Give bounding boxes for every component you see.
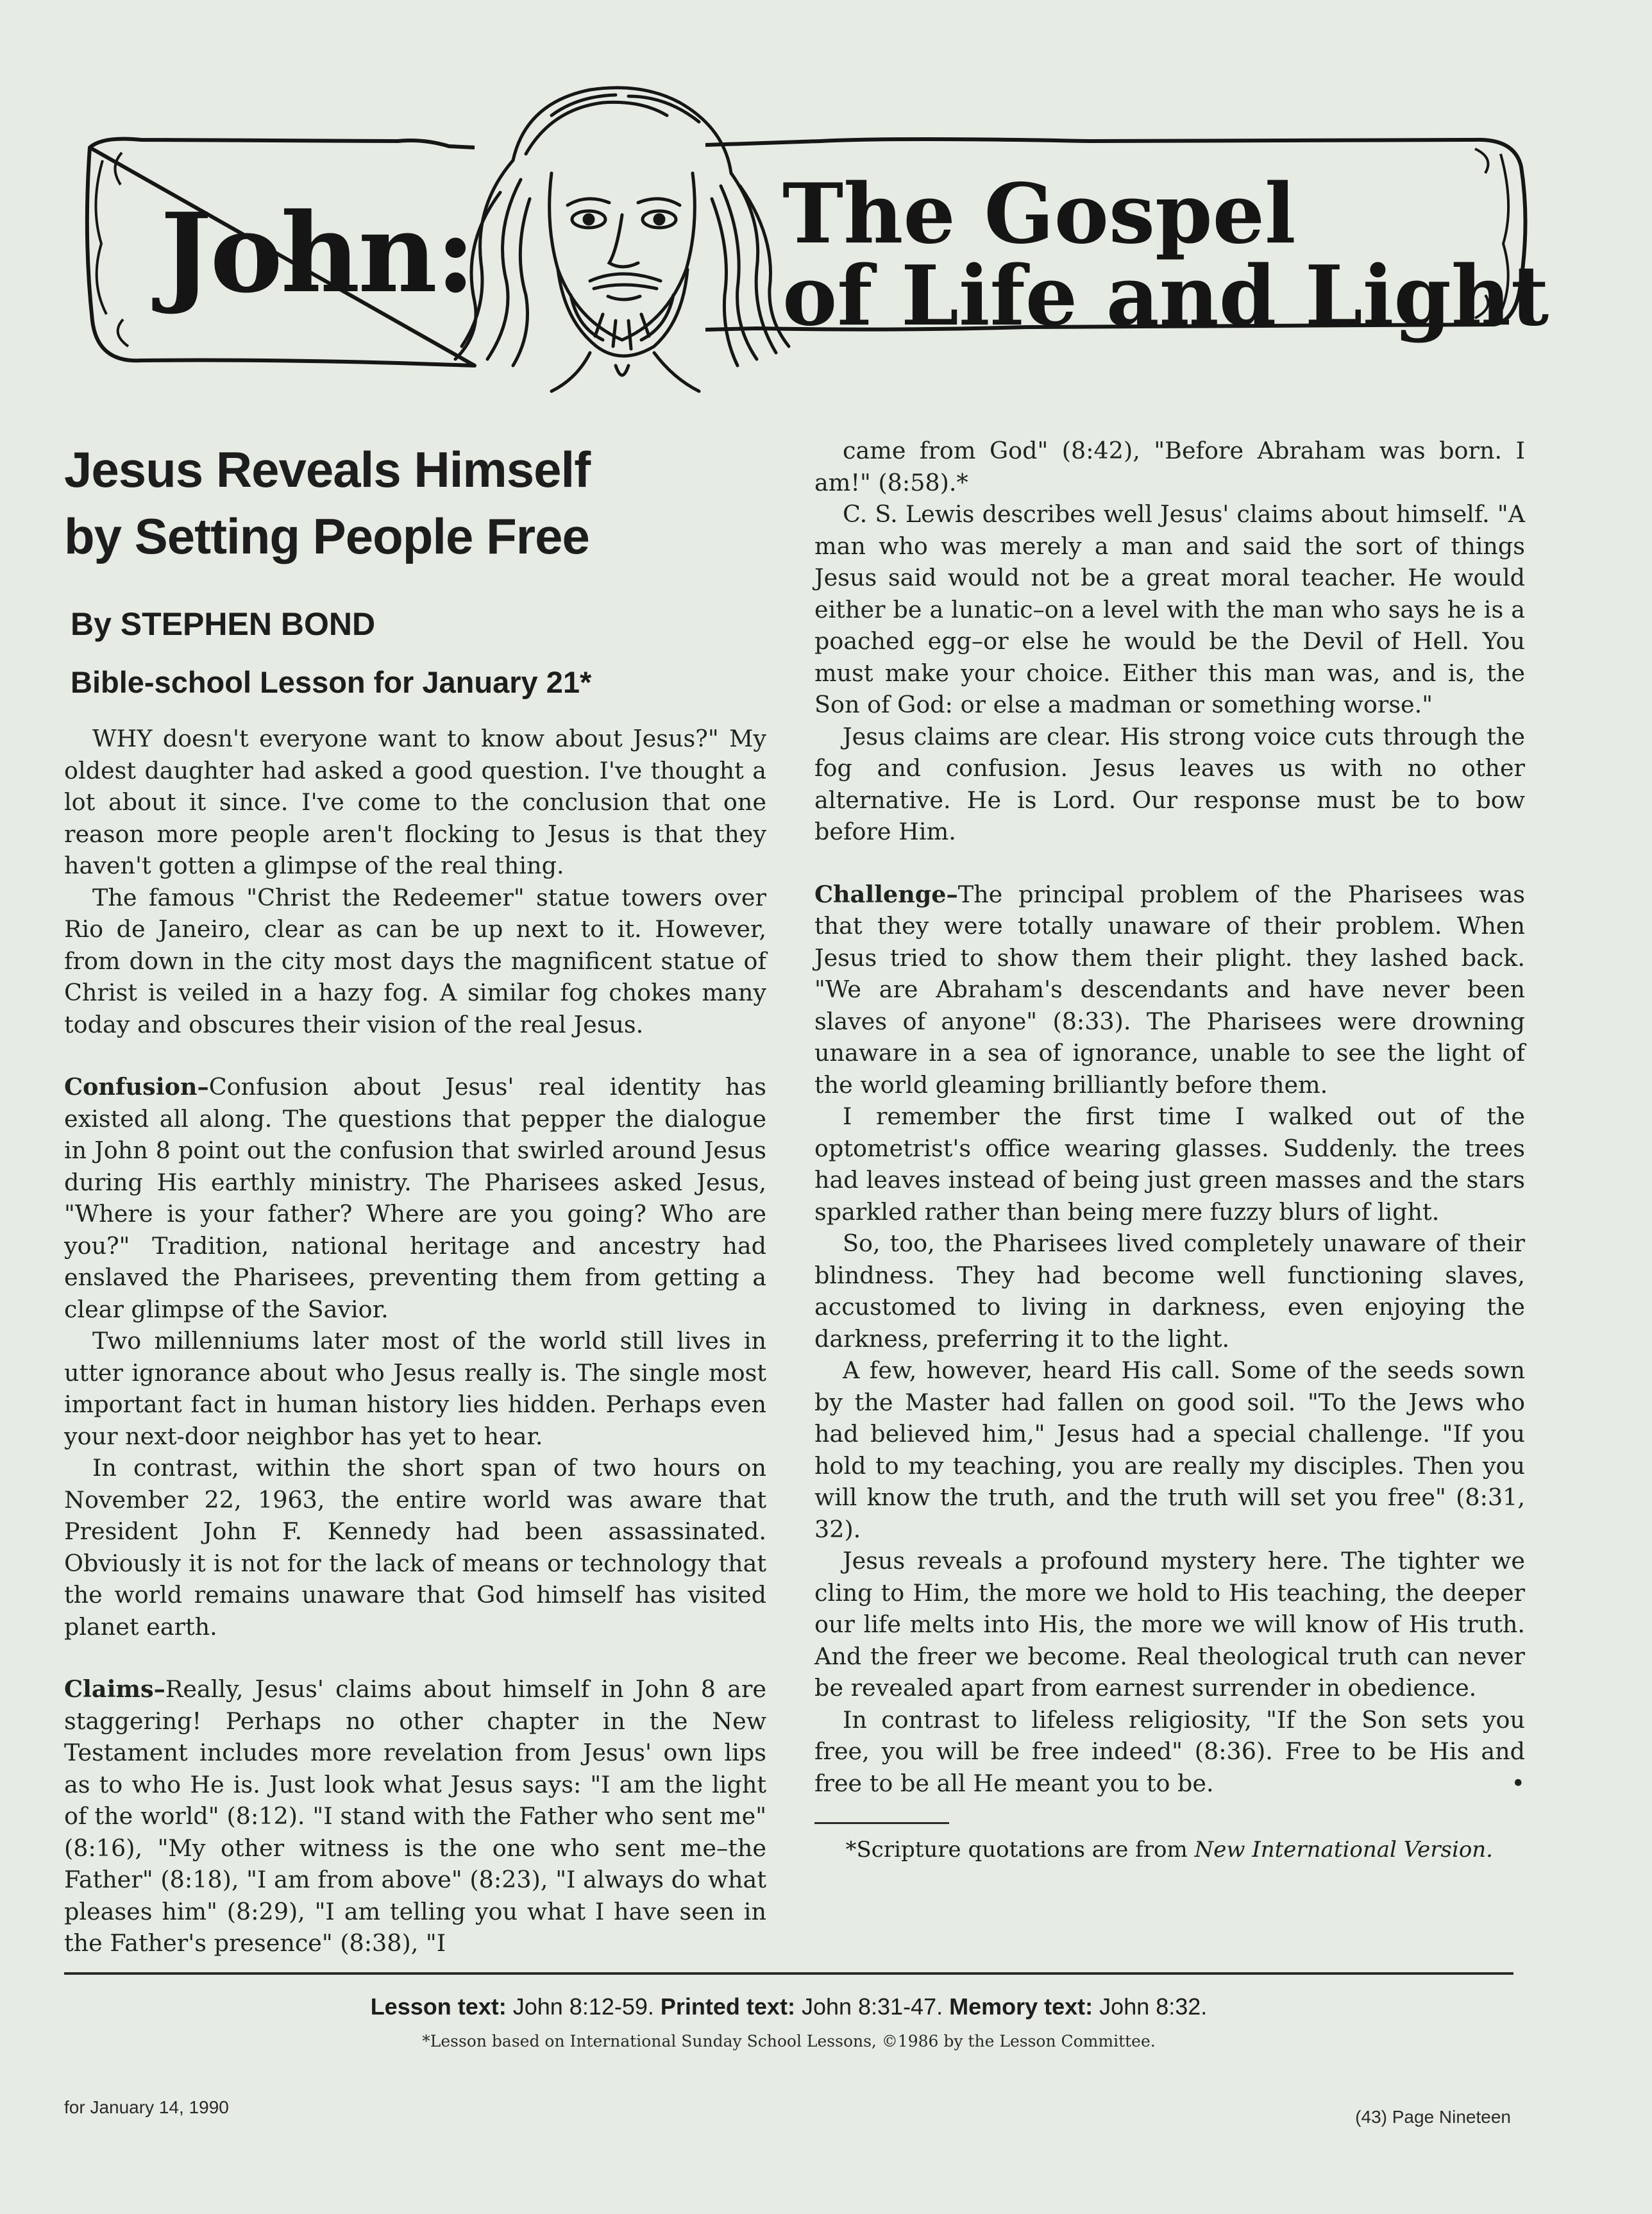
- issue-date: for January 14, 1990: [64, 2097, 229, 2117]
- body-paragraph: [814, 721, 1525, 848]
- end-mark: •: [1511, 1769, 1525, 1797]
- body-paragraph: [814, 1545, 1525, 1704]
- lesson-text-label: Lesson text:: [370, 1993, 507, 2020]
- body-paragraph: [814, 1355, 1525, 1545]
- section-lead: Challenge–: [814, 880, 958, 908]
- body-paragraph: [814, 498, 1525, 721]
- footnote-prefix: *Scripture quotations are from: [845, 1837, 1195, 1863]
- footnote-rule: [814, 1822, 949, 1824]
- paragraph-text: The famous "Christ the Redeemer" statue towers over Rio de Janeiro, clear as can be up next to it. However, from down in the city most days the magnificent statue of Christ is veiled in a hazy fog. A similar fog chokes many today and obscures their vision of the real Jesus.: [64, 883, 766, 1038]
- left-column: [64, 423, 766, 1959]
- body-paragraph: [814, 879, 1525, 1101]
- body-paragraph: [64, 1071, 766, 1325]
- article-title: [64, 436, 766, 570]
- body-paragraph: [814, 435, 1525, 498]
- body-paragraph: [814, 1228, 1525, 1355]
- lesson-text-line: [64, 1993, 1513, 2020]
- article-title-line-1: Jesus Reveals Himself: [64, 441, 591, 498]
- paragraph-text: came from God" (8:42), "Before Abraham was born. I am!" (8:58).*: [814, 437, 1525, 496]
- scripture-footnote: [814, 1836, 1525, 1864]
- section-lead: Claims–: [64, 1675, 165, 1703]
- body-paragraph: [814, 1101, 1525, 1228]
- paragraph-text: Really, Jesus' claims about himself in John 8 are staggering! Perhaps no other chapter in the New Testament includes more revelation from Jesus' own lips as to who He is. Just look what Jesus says: "I am the light of the world" (8:12). "I stand with the Father who sent me" (8:16), "My other witness is the one who sent me–the Father" (8:18), "I am from above" (8:23), "I always do what pleases him" (8:29), "I am telling you what I have seen in the Father's presence" (8:38), "I: [64, 1675, 766, 1957]
- article-title-line-2: by Setting People Free: [64, 508, 589, 564]
- paragraph-text: Confusion about Jesus' real identity has existed all along. The questions that pepper the dialogue in John 8 point out the confusion that swirled around Jesus during His earthly ministry. The Pharisees asked Jesus, "Where is your father? Where are you going? Who are you?" Tradition, national heritage and ancestry had enslaved the Pharisees, preventing them from getting a clear glimpse of the Savior.: [64, 1073, 766, 1323]
- paragraph-text: C. S. Lewis describes well Jesus' claims about himself. "A man who was merely a man and said the sort of things Jesus said would not be a great moral teacher. He would either be a lunatic–on a level with the man who says he is a poached egg–or else he would be the Devil of Hell. You must make your choice. Either this man was, and is, the Son of God: or else a madman or something worse.": [814, 500, 1525, 718]
- lesson-source-note: *Lesson based on International Sunday School Lessons, ©1986 by the Lesson Committee.: [422, 2032, 1156, 2050]
- paragraph-text: A few, however, heard His call. Some of the seeds sown by the Master had fallen on good soil. "To the Jews who had believed him," Jesus had a special challenge. "If you hold to my teaching, you are really my disciples. Then you will know the truth, and the truth will set you free" (8:31, 32).: [814, 1356, 1525, 1543]
- lesson-text-value: John 8:12-59.: [506, 1993, 661, 2020]
- body-paragraph: [64, 723, 766, 882]
- right-column: [814, 435, 1525, 1864]
- body-paragraph: [64, 1325, 766, 1452]
- byline: By STEPHEN BOND: [71, 606, 376, 642]
- jesus-face-illustration: [455, 88, 789, 391]
- printed-text-value: John 8:31-47.: [795, 1993, 950, 2020]
- paragraph-text: I remember the first time I walked out of the optometrist's office wearing glasses. Suddenly. the trees had leaves instead of being just green masses and the stars sparkled rather than being mere fuzzy blurs of light.: [814, 1103, 1525, 1226]
- left-body-text: [64, 723, 766, 1959]
- paragraph-text: In contrast, within the short span of two hours on November 22, 1963, the entire world was aware that President John F. Kennedy had been assassinated. Obviously it is not for the lack of means or technology that the world remains unaware that God himself has visited planet earth.: [64, 1454, 766, 1641]
- banner-subtitle-line-2: of Life and Light: [782, 248, 1549, 344]
- horizontal-rule: [64, 1972, 1513, 1975]
- paragraph-text: The principal problem of the Pharisees was that they were totally unaware of their problem. When Jesus tried to show them their plight. they lashed back. "We are Abraham's descendants and have never been slaves of anyone" (8:33). The Pharisees were drowning unaware in a sea of ignorance, unable to see the light of the world gleaming brilliantly before them.: [814, 880, 1525, 1099]
- banner-subtitle-line-1: The Gospel: [782, 166, 1296, 262]
- paragraph-text: WHY doesn't everyone want to know about Jesus?" My oldest daughter had asked a good question. I've thought a lot about it since. I've come to the conclusion that one reason more people aren't flocking to Jesus is that they haven't gotten a glimpse of the real thing.: [64, 725, 766, 879]
- paragraph-text: Two millenniums later most of the world still lives in utter ignorance about who Jesus really is. The single most important fact in human history lies hidden. Perhaps even your next-door neighbor has yet to hear.: [64, 1327, 766, 1450]
- body-paragraph: [64, 1673, 766, 1959]
- lesson-date: Bible-school Lesson for January 21*: [71, 665, 592, 699]
- body-paragraph: [64, 882, 766, 1041]
- page-number: (43) Page Nineteen: [1355, 2107, 1511, 2127]
- body-paragraph: [814, 1704, 1525, 1800]
- memory-text-label: Memory text:: [949, 1993, 1093, 2020]
- section-lead: Confusion–: [64, 1073, 209, 1101]
- right-body-text: [814, 435, 1525, 1799]
- body-paragraph: [64, 1452, 766, 1643]
- paragraph-text: In contrast to lifeless religiosity, "If the Son sets you free, you will be free indeed" (8:36). Free to be His and free to be all He meant you to be.: [814, 1705, 1525, 1797]
- footnote-version: New International Version.: [1194, 1837, 1493, 1863]
- paragraph-text: So, too, the Pharisees lived completely unaware of their blindness. They had become well functioning slaves, accustomed to living in darkness, even enjoying the darkness, preferring it to the light.: [814, 1230, 1525, 1353]
- banner-john-word: John:: [160, 189, 474, 317]
- paragraph-text: Jesus reveals a profound mystery here. The tighter we cling to Him, the more we hold to His teaching, the deeper our life melts into His, the more we will know of His truth. And the freer we become. Real theological truth can never be revealed apart from earnest surrender in obedience.: [814, 1547, 1525, 1702]
- paragraph-text: Jesus claims are clear. His strong voice cuts through the fog and confusion. Jesus leaves us with no other alternative. He is Lord. Our response must be to bow before Him.: [814, 722, 1525, 845]
- banner-subtitle: [782, 166, 1549, 344]
- memory-text-value: John 8:32.: [1093, 1993, 1208, 2020]
- title-banner: [64, 77, 1549, 398]
- printed-text-label: Printed text:: [660, 1993, 795, 2020]
